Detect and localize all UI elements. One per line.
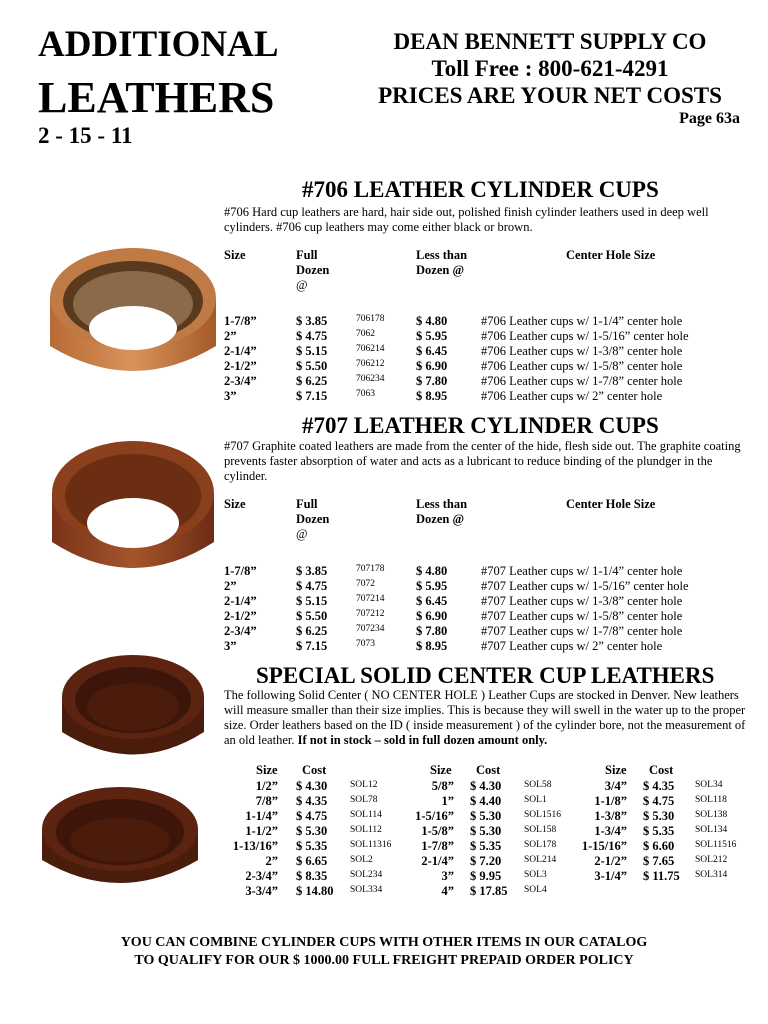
special-size-cell: 3/4”	[604, 779, 627, 793]
special-cost-cell: $ 5.30	[470, 809, 502, 823]
full-dozen-price: $ 6.25	[296, 374, 328, 388]
special-item-code: SOL114	[350, 810, 382, 820]
section-707-description: #707 Graphite coated leathers are made from the center of the hide, flesh side out. The graphite coating prevents faster absorption of water and acts as a lubricant to reduce binding of the plundger in the cylinder.	[224, 439, 741, 483]
size-cell: 1-7/8”	[224, 314, 257, 328]
size-cell: 3”	[224, 389, 237, 403]
less-dozen-price: $ 5.95	[416, 579, 448, 593]
center-hole-desc: #706 Leather cups w/ 1-1/4” center hole	[481, 314, 683, 328]
special-item-code: SOL158	[524, 825, 557, 835]
s707-header-full: Full	[296, 497, 318, 511]
solid-cup-image-2	[40, 784, 200, 900]
item-code: 706212	[356, 359, 385, 369]
special-cost-cell: $ 4.75	[296, 809, 328, 823]
special-size-cell: 1-1/2”	[245, 824, 278, 838]
size-cell: 2-1/4”	[224, 344, 257, 358]
center-hole-desc: #707 Leather cups w/ 1-7/8” center hole	[481, 624, 683, 638]
special-item-code: SOL3	[524, 870, 547, 880]
special-cost-cell: $ 4.30	[470, 779, 502, 793]
page-title-line2: LEATHERS	[38, 73, 275, 122]
section-707-title: #707 LEATHER CYLINDER CUPS	[302, 413, 659, 438]
size-cell: 2”	[224, 329, 237, 343]
cup707-image	[50, 438, 216, 584]
special-item-code: SOL4	[524, 885, 547, 895]
special-col2-header-size: Size	[430, 763, 452, 777]
full-dozen-price: $ 4.75	[296, 329, 328, 343]
full-dozen-price: $ 3.85	[296, 564, 328, 578]
special-size-cell: 1-5/8”	[421, 824, 454, 838]
less-dozen-price: $ 8.95	[416, 639, 448, 653]
special-item-code: SOL34	[695, 780, 723, 790]
special-col3-header-cost: Cost	[649, 763, 674, 777]
item-code: 706178	[356, 314, 385, 324]
special-cost-cell: $ 17.85	[470, 884, 508, 898]
special-item-code: SOL112	[350, 825, 382, 835]
size-cell: 2”	[224, 579, 237, 593]
full-dozen-price: $ 5.15	[296, 594, 328, 608]
item-code: 707178	[356, 564, 385, 574]
center-hole-desc: #707 Leather cups w/ 1-1/4” center hole	[481, 564, 683, 578]
full-dozen-price: $ 7.15	[296, 389, 328, 403]
cup706-image	[48, 246, 218, 388]
section-706-description: #706 Hard cup leathers are hard, hair side out, polished finish cylinder leathers used in deep well cylinders. #706 cup leathers may come either black or brown.	[224, 205, 709, 234]
special-cost-cell: $ 11.75	[643, 869, 680, 883]
size-cell: 2-1/2”	[224, 609, 257, 623]
special-item-code: SOL138	[695, 810, 728, 820]
prices-note: PRICES ARE YOUR NET COSTS	[378, 83, 722, 108]
solid-cup-image-1	[60, 652, 206, 768]
special-col1-header-cost: Cost	[302, 763, 327, 777]
special-cost-cell: $ 5.30	[296, 824, 328, 838]
s706-header-size: Size	[224, 248, 246, 262]
special-size-cell: 2-3/4”	[245, 869, 278, 883]
special-cost-cell: $ 5.35	[296, 839, 328, 853]
special-item-code: SOL118	[695, 795, 727, 805]
item-code: 7072	[356, 579, 375, 589]
special-item-code: SOL314	[695, 870, 728, 880]
page-number: Page 63a	[679, 110, 740, 127]
s707-header-less2: Dozen @	[416, 512, 465, 526]
special-item-code: SOL1	[524, 795, 547, 805]
size-cell: 2-1/2”	[224, 359, 257, 373]
less-dozen-price: $ 6.90	[416, 609, 448, 623]
special-cost-cell: $ 4.40	[470, 794, 502, 808]
center-hole-desc: #706 Leather cups w/ 1-5/16” center hole	[481, 329, 689, 343]
size-cell: 2-3/4”	[224, 624, 257, 638]
special-size-cell: 2-1/4”	[421, 854, 454, 868]
item-code: 7073	[356, 639, 375, 649]
full-dozen-price: $ 7.15	[296, 639, 328, 653]
special-size-cell: 4”	[441, 884, 454, 898]
special-section-description	[224, 688, 754, 748]
special-item-code: SOL1516	[524, 810, 561, 820]
s707-header-at: @	[296, 527, 308, 541]
special-size-cell: 1”	[441, 794, 454, 808]
full-dozen-price: $ 6.25	[296, 624, 328, 638]
special-item-code: SOL212	[695, 855, 728, 865]
s706-header-hole: Center Hole Size	[566, 248, 656, 262]
special-desc-bold: If not in stock – sold in full dozen amount only.	[297, 733, 548, 747]
size-cell: 1-7/8”	[224, 564, 257, 578]
special-size-cell: 1-1/8”	[594, 794, 627, 808]
special-cost-cell: $ 5.35	[470, 839, 502, 853]
special-cost-cell: $ 7.20	[470, 854, 502, 868]
special-col1-header-size: Size	[256, 763, 278, 777]
center-hole-desc: #706 Leather cups w/ 1-7/8” center hole	[481, 374, 683, 388]
special-cost-cell: $ 5.30	[643, 809, 675, 823]
s707-header-size: Size	[224, 497, 246, 511]
special-cost-cell: $ 4.75	[643, 794, 675, 808]
special-col3-header-size: Size	[605, 763, 627, 777]
special-section-title: SPECIAL SOLID CENTER CUP LEATHERS	[256, 663, 715, 688]
less-dozen-price: $ 7.80	[416, 624, 448, 638]
special-item-code: SOL11516	[695, 840, 737, 850]
page-title-line1: ADDITIONAL	[38, 24, 279, 65]
item-code: 707234	[356, 624, 385, 634]
special-cost-cell: $ 14.80	[296, 884, 334, 898]
s706-header-dozen: Dozen	[296, 263, 330, 277]
special-item-code: SOL12	[350, 780, 378, 790]
special-item-code: SOL2	[350, 855, 373, 865]
special-col2-header-cost: Cost	[476, 763, 501, 777]
special-item-code: SOL78	[350, 795, 378, 805]
item-code: 707214	[356, 594, 385, 604]
item-code: 7063	[356, 389, 375, 399]
s706-header-less2: Dozen @	[416, 263, 465, 277]
special-size-cell: 1-15/16”	[581, 839, 627, 853]
special-cost-cell: $ 7.65	[643, 854, 675, 868]
center-hole-desc: #706 Leather cups w/ 1-3/8” center hole	[481, 344, 683, 358]
item-code: 706214	[356, 344, 385, 354]
special-cost-cell: $ 6.60	[643, 839, 675, 853]
center-hole-desc: #707 Leather cups w/ 1-5/8” center hole	[481, 609, 683, 623]
less-dozen-price: $ 4.80	[416, 314, 448, 328]
size-cell: 2-1/4”	[224, 594, 257, 608]
s706-header-at: @	[296, 278, 308, 292]
center-hole-desc: #707 Leather cups w/ 2” center hole	[481, 639, 663, 653]
special-size-cell: 1-7/8”	[421, 839, 454, 853]
s706-header-less: Less than	[416, 248, 468, 262]
footer-line1: YOU CAN COMBINE CYLINDER CUPS WITH OTHER ITEMS IN OUR CATALOG	[120, 935, 648, 950]
s706-header-full: Full	[296, 248, 318, 262]
special-size-cell: 3”	[441, 869, 454, 883]
special-desc-text: The following Solid Center ( NO CENTER HOLE ) Leather Cups are stocked in Denver. New leathers will measure smaller than their size implies. This is because they will swell in the water up to the proper size. Order leathers based on the ID ( inside measurement ) of the cylinder bore, not the measurement of an old leather.	[224, 688, 746, 747]
special-item-code: SOL234	[350, 870, 383, 880]
less-dozen-price: $ 5.95	[416, 329, 448, 343]
special-cost-cell: $ 4.35	[296, 794, 328, 808]
less-dozen-price: $ 6.90	[416, 359, 448, 373]
item-code: 7062	[356, 329, 375, 339]
special-size-cell: 1-5/16”	[415, 809, 454, 823]
less-dozen-price: $ 6.45	[416, 594, 448, 608]
special-size-cell: 1-3/8”	[594, 809, 627, 823]
less-dozen-price: $ 8.95	[416, 389, 448, 403]
special-cost-cell: $ 8.35	[296, 869, 328, 883]
special-size-cell: 5/8”	[431, 779, 454, 793]
center-hole-desc: #707 Leather cups w/ 1-3/8” center hole	[481, 594, 683, 608]
center-hole-desc: #706 Leather cups w/ 1-5/8” center hole	[481, 359, 683, 373]
special-size-cell: 2”	[265, 854, 278, 868]
special-cost-cell: $ 5.35	[643, 824, 675, 838]
special-cost-cell: $ 9.95	[470, 869, 502, 883]
special-item-code: SOL334	[350, 885, 383, 895]
special-size-cell: 7/8”	[255, 794, 278, 808]
size-cell: 2-3/4”	[224, 374, 257, 388]
toll-free-phone: Toll Free : 800-621-4291	[431, 56, 669, 81]
item-code: 707212	[356, 609, 385, 619]
less-dozen-price: $ 7.80	[416, 374, 448, 388]
special-size-cell: 3-3/4”	[245, 884, 278, 898]
special-item-code: SOL214	[524, 855, 557, 865]
special-size-cell: 1-3/4”	[594, 824, 627, 838]
center-hole-desc: #707 Leather cups w/ 1-5/16” center hole	[481, 579, 689, 593]
full-dozen-price: $ 5.15	[296, 344, 328, 358]
special-cost-cell: $ 4.30	[296, 779, 328, 793]
special-size-cell: 1/2”	[255, 779, 278, 793]
special-size-cell: 1-1/4”	[245, 809, 278, 823]
special-cost-cell: $ 5.30	[470, 824, 502, 838]
special-cost-cell: $ 4.35	[643, 779, 675, 793]
center-hole-desc: #706 Leather cups w/ 2” center hole	[481, 389, 663, 403]
section-706-title: #706 LEATHER CYLINDER CUPS	[302, 177, 659, 202]
footer-line2: TO QUALIFY FOR OUR $ 1000.00 FULL FREIGHT PREPAID ORDER POLICY	[134, 953, 634, 968]
item-code: 706234	[356, 374, 385, 384]
s707-header-less: Less than	[416, 497, 468, 511]
size-cell: 3”	[224, 639, 237, 653]
less-dozen-price: $ 4.80	[416, 564, 448, 578]
special-cost-cell: $ 6.65	[296, 854, 328, 868]
less-dozen-price: $ 6.45	[416, 344, 448, 358]
full-dozen-price: $ 3.85	[296, 314, 328, 328]
full-dozen-price: $ 5.50	[296, 359, 328, 373]
company-name: DEAN BENNETT SUPPLY CO	[393, 29, 707, 54]
full-dozen-price: $ 4.75	[296, 579, 328, 593]
special-size-cell: 1-13/16”	[232, 839, 278, 853]
full-dozen-price: $ 5.50	[296, 609, 328, 623]
s707-header-hole: Center Hole Size	[566, 497, 656, 511]
special-item-code: SOL134	[695, 825, 728, 835]
s707-header-dozen: Dozen	[296, 512, 330, 526]
special-size-cell: 3-1/4”	[594, 869, 627, 883]
date-label: 2 - 15 - 11	[38, 123, 133, 148]
special-item-code: SOL11316	[350, 840, 392, 850]
special-item-code: SOL178	[524, 840, 557, 850]
special-item-code: SOL58	[524, 780, 552, 790]
special-size-cell: 2-1/2”	[594, 854, 627, 868]
